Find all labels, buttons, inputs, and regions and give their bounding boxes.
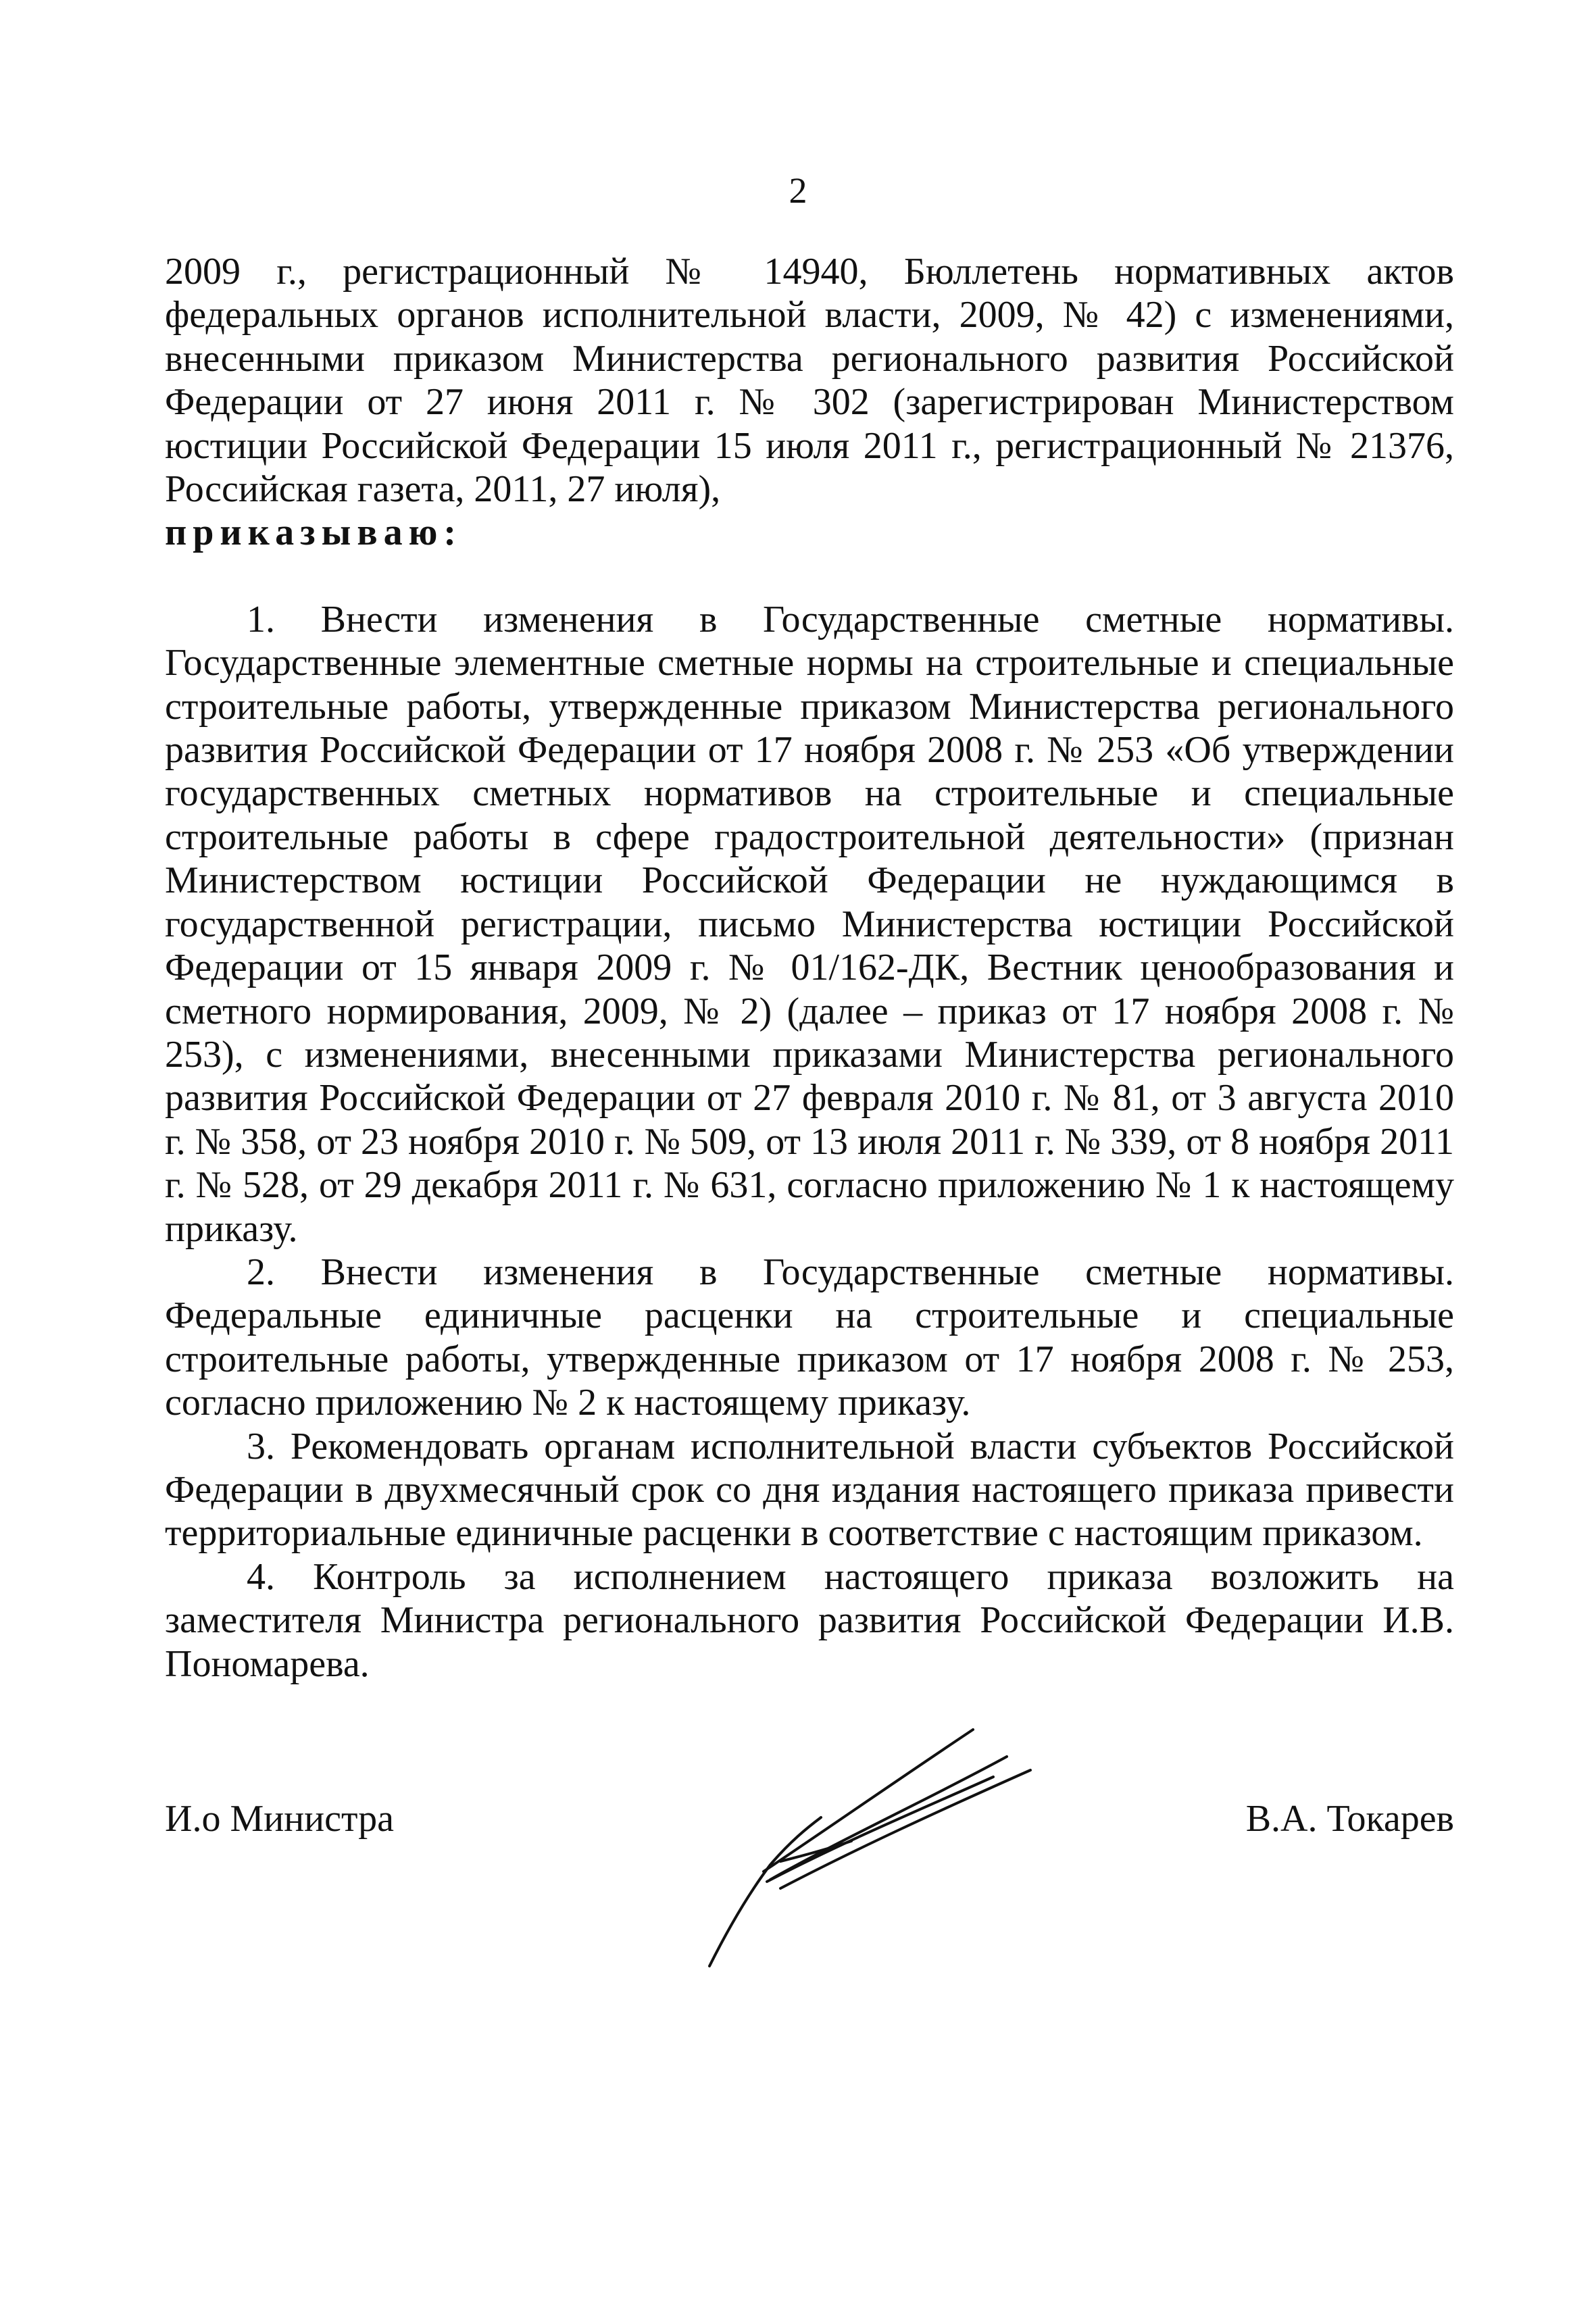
signatory-name: В.А. Токарев	[1245, 1798, 1454, 1840]
order-item-4: 4. Контроль за исполнением настоящего приказа возложить на заместителя Министра регионального развития Российской Федерации И.В. Пономарева.	[165, 1555, 1454, 1685]
intro-paragraph	[165, 250, 1454, 555]
page-number: 2	[789, 170, 807, 211]
document-body	[165, 250, 1454, 1686]
prikazyvayu-heading: приказываю:	[165, 511, 463, 554]
order-item-3: 3. Рекомендовать органам исполнительной власти субъектов Российской Федерации в двухмесячный срок со дня издания настоящего приказа привести территориальные единичные расценки в соответствие с настоящим приказом.	[165, 1425, 1454, 1555]
order-item-1: 1. Внести изменения в Государственные сметные нормативы. Государственные элементные сметные нормы на строительные и специальные строительные работы, утвержденные приказом Министерства регионального развития Российской Федерации от 17 ноября 2008 г. № 253 «Об утверждении государственных сметных нормативов на строительные и специальные строительные работы в сфере градостроительной деятельности» (признан Министерством юстиции Российской Федерации не нуждающимся в государственной регистрации, письмо Министерства юстиции Российской Федерации от 15 января 2009 г. № 01/162-ДК, Вестник ценообразования и сметного нормирования, 2009, № 2) (далее – приказ от 17 ноября 2008 г. № 253), с изменениями, внесенными приказами Министерства регионального развития Российской Федерации от 27 февраля 2010 г. № 81, от 3 августа 2010 г. № 358, от 23 ноября 2010 г. № 509, от 13 июля 2011 г. № 339, от 8 ноября 2011 г. № 528, от 29 декабря 2011 г. № 631, согласно приложению № 1 к настоящему приказу.	[165, 598, 1454, 1250]
intro-text: 2009 г., регистрационный № 14940, Бюллетень нормативных актов федеральных органов исполнительной власти, 2009, № 42) с изменениями, внесенными приказом Министерства регионального развития Российской Федерации от 27 июня 2011 г. № 302 (зарегистрирован Министерством юстиции Российской Федерации 15 июля 2011 г., регистрационный № 21376, Российская газета, 2011, 27 июля),	[165, 251, 1454, 511]
signatory-position: И.о Министра	[165, 1798, 395, 1840]
signature-block	[165, 1797, 1454, 1851]
order-item-2: 2. Внести изменения в Государственные сметные нормативы. Федеральные единичные расценки на строительные и специальные строительные работы, утвержденные приказом от 17 ноября 2008 г. № 253, согласно приложению № 2 к настоящему приказу.	[165, 1251, 1454, 1424]
